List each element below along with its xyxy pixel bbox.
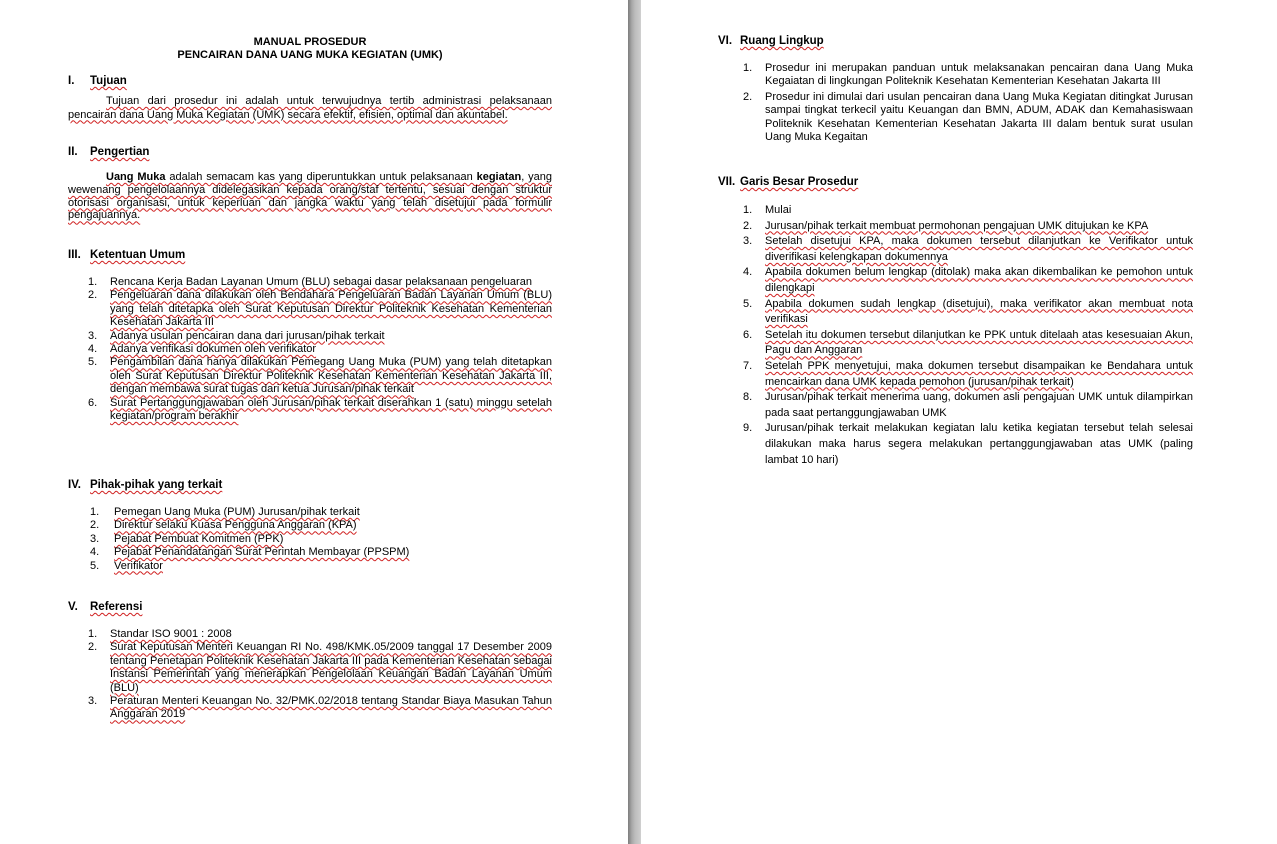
list-item-text: Jurusan/pihak terkait menerima uang, dokumen asli pengajuan UMK untuk dilampirkan pada saat pertanggungjawaban UMK	[765, 391, 1193, 419]
list-item-text: Jurusan/pihak terkait membuat permohonan pengajuan UMK ditujukan ke KPA	[765, 219, 1149, 232]
section-label: Garis Besar Prosedur	[740, 176, 859, 188]
list-item-text: Standar ISO 9001 : 2008	[110, 628, 232, 640]
section-number: I.	[68, 75, 75, 87]
list-item-text: Prosedur ini dimulai dari usulan pencairan dana Uang Muka Kegiatan ditingkat Jurusan sampai tingkat terkecil yaitu Keuangan dan BMN, ADUM, ADAK dan Kemahasiswaan Politeknik Kesehatan Kementerian Kesehatan Jakarta III dalam bentuk surat usulan Uang Muka Kegaitan	[765, 90, 1193, 144]
document-title	[68, 36, 552, 62]
title-line-2: PENCAIRAN DANA UANG MUKA KEGIATAN (UMK)	[177, 49, 443, 61]
list-item: 6. Surat Pertanggungjawaban oleh Jurusan/pihak terkait diserahkan 1 (satu) minggu setelah kegiatan/program berakhir	[88, 396, 552, 423]
list-item-text: Setelah itu dokumen tersebut dilanjutkan ke PPK untuk ditelaah atas kesesuaian Akun, Pagu dan Anggaran	[765, 328, 1193, 357]
section-number: VII.	[718, 176, 736, 188]
term-kegiatan: kegiatan	[476, 171, 522, 183]
list-item: 1. Mulai	[743, 204, 792, 216]
list-item-text: Apabila dokumen sudah lengkap (disetujui), maka verifikator akan membuat nota verifikasi	[765, 297, 1193, 326]
list-item: 2. Pengeluaran dana dilakukan oleh Bendahara Pengeluaran Badan Layanan Umum (BLU) yang telah ditetapka oleh Surat Keputusan Direktur Politeknik Kesehatan Kementerian Kesehatan Jakarta III	[88, 289, 552, 329]
list-item: 2. Direktur selaku Kuasa Pengguna Anggaran (KPA)	[90, 519, 357, 532]
list-item-text: Surat Pertanggungjawaban oleh Jurusan/pihak terkait diserahkan 1 (satu) minggu setelah kegiatan/program berakhir	[110, 396, 552, 423]
pengertian-text-a: adalah semacam kas yang diperuntukkan untuk pelaksanaan	[165, 171, 477, 183]
title-line-1: MANUAL PROSEDUR	[253, 36, 367, 48]
list-item: 1. Rencana Kerja Badan Layanan Umum (BLU) sebagai dasar pelaksanaan pengeluaran	[88, 276, 532, 288]
list-item: 3. Adanya usulan pencairan dana dari jurusan/pihak terkait	[88, 329, 385, 342]
list-item-text: Prosedur ini merupakan panduan untuk melaksanakan pencairan dana Uang Muka Kegaiatan di lingkungan Politeknik Kesehatan Kementerian Kesehatan Jakarta III	[765, 62, 1193, 88]
section-label: Ketentuan Umum	[90, 249, 186, 261]
list-item: 3. Peraturan Menteri Keuangan No. 32/PMK.02/2018 tentang Standar Biaya Masukan Tahun Anggaran 2019	[88, 695, 552, 721]
list-item-text: Pejabat Pembuat Komitmen (PPK)	[114, 532, 284, 545]
tujuan-paragraph	[68, 95, 552, 122]
section-heading-pihak-terkait	[68, 479, 222, 491]
list-item-text: Adanya usulan pencairan dana dari jurusan/pihak terkait	[110, 329, 385, 342]
section-heading-tujuan	[68, 75, 127, 87]
section-heading-garis-besar	[718, 176, 858, 188]
document-page-left	[0, 0, 628, 844]
section-number: III.	[68, 249, 81, 261]
list-item: 1. Standar ISO 9001 : 2008	[88, 628, 232, 640]
list-item: 1. Prosedur ini merupakan panduan untuk melaksanakan pencairan dana Uang Muka Kegaiatan di lingkungan Politeknik Kesehatan Kementerian Kesehatan Jakarta III	[743, 62, 1193, 88]
section-number: VI.	[718, 35, 733, 47]
section-label: Referensi	[90, 601, 143, 613]
list-item-text: Mulai	[765, 204, 792, 216]
list-item: 8. Jurusan/pihak terkait menerima uang, dokumen asli pengajuan UMK untuk dilampirkan pada saat pertanggungjawaban UMK	[743, 391, 1193, 419]
list-item: 3. Setelah disetujui KPA, maka dokumen tersebut dilanjutkan ke Verifikator untuk diverifikasi kelengkapan dokumennya	[743, 235, 1193, 263]
term-uang-muka: Uang Muka	[106, 171, 166, 183]
section-number: IV.	[68, 479, 82, 491]
list-item: 5. Pengambilan dana hanya dilakukan Pemegang Uang Muka (PUM) yang telah ditetapkan oleh Surat Keputusan Direktur Politeknik Kesehatan Kementerian Kesehatan Jakarta III, dengan membawa surat tugas dari ketua Jurusan/pihak terkait	[88, 356, 552, 396]
list-item: 7. Setelah PPK menyetujui, maka dokumen tersebut disampaikan ke Bendahara untuk mencairkan dana UMK kepada pemohon (jurusan/pihak terkait)	[743, 359, 1193, 388]
list-item: 1. Pemegan Uang Muka (PUM) Jurusan/pihak terkait	[90, 506, 360, 518]
list-item-text: Pemegan Uang Muka (PUM) Jurusan/pihak terkait	[114, 506, 360, 518]
list-item-text: Jurusan/pihak terkait melakukan kegiatan lalu ketika kegiatan tersebut telah selesai dilakukan maka harus segera melakukan pertanggungjawaban atas UMK (paling lambat 10 hari)	[765, 422, 1193, 466]
ruang-lingkup-list	[743, 62, 1193, 144]
list-item: 2. Jurusan/pihak terkait membuat permohonan pengajuan UMK ditujukan ke KPA	[743, 219, 1149, 232]
list-item: 5. Apabila dokumen sudah lengkap (disetujui), maka verifikator akan membuat nota verifikasi	[743, 297, 1193, 326]
list-item-text: Pengambilan dana hanya dilakukan Pemegang Uang Muka (PUM) yang telah ditetapkan oleh Surat Keputusan Direktur Politeknik Kesehatan Kementerian Kesehatan Jakarta III, dengan membawa surat tugas dari ketua Jurusan/pihak terkait	[110, 356, 552, 396]
list-item: 3. Pejabat Pembuat Komitmen (PPK)	[90, 532, 284, 545]
list-item: 4. Pejabat Penandatangan Surat Perintah Membayar (PPSPM)	[90, 546, 410, 559]
section-label: Pengertian	[90, 146, 150, 158]
list-item: 5. Verifikator	[90, 559, 163, 572]
list-item-text: Pejabat Penandatangan Surat Perintah Membayar (PPSPM)	[114, 546, 410, 559]
list-item: 6. Setelah itu dokumen tersebut dilanjutkan ke PPK untuk ditelaah atas kesesuaian Akun, Pagu dan Anggaran	[743, 328, 1193, 357]
document-page-right	[641, 0, 1277, 844]
list-item-text: Rencana Kerja Badan Layanan Umum (BLU) sebagai dasar pelaksanaan pengeluaran	[110, 276, 532, 288]
ketentuan-list	[88, 276, 552, 423]
section-label: Tujuan	[90, 75, 127, 87]
section-heading-pengertian	[68, 146, 149, 158]
list-item-text: Setelah PPK menyetujui, maka dokumen tersebut disampaikan ke Bendahara untuk mencairkan dana UMK kepada pemohon (jurusan/pihak terkait)	[765, 359, 1193, 388]
tujuan-text: Tujuan dari prosedur ini adalah untuk terwujudnya tertib administrasi pelaksanaan pencairan dana Uang Muka Kegiatan (UMK) secara efektif, efisien, optimal dan akuntabel.	[68, 95, 552, 121]
section-number: V.	[68, 601, 78, 613]
section-heading-referensi	[68, 601, 142, 613]
list-item-text: Peraturan Menteri Keuangan No. 32/PMK.02/2018 tentang Standar Biaya Masukan Tahun Anggaran 2019	[110, 695, 552, 721]
list-item-text: Apabila dokumen belum lengkap (ditolak) maka akan dikembalikan ke pemohon untuk dilengkapi	[765, 266, 1193, 294]
section-heading-ketentuan-umum	[68, 249, 185, 261]
section-label: Ruang Lingkup	[740, 35, 824, 47]
list-item: 2. Prosedur ini dimulai dari usulan pencairan dana Uang Muka Kegiatan ditingkat Jurusan sampai tingkat terkecil yaitu Keuangan dan BMN, ADUM, ADAK dan Kemahasiswaan Politeknik Kesehatan Kementerian Kesehatan Jakarta III dalam bentuk surat usulan Uang Muka Kegaitan	[743, 90, 1193, 144]
section-number: II.	[68, 146, 78, 158]
garis-besar-list	[743, 203, 1193, 468]
list-item: 4. Apabila dokumen belum lengkap (ditolak) maka akan dikembalikan ke pemohon untuk dilengkapi	[743, 266, 1193, 294]
list-item-text: Direktur selaku Kuasa Pengguna Anggaran (KPA)	[114, 519, 357, 532]
pengertian-text-b: , yang wewenang pengelolaannya didelegasikan kepada orang/staf tertentu, sesuai dengan struktur otorisasi organisasi, untuk keperluan dan jangka waktu yang telah disetujui pada formulir pengajuannya.	[68, 171, 553, 222]
page-separator	[628, 0, 641, 844]
list-item-text: Pengeluaran dana dilakukan oleh Bendahara Pengeluaran Badan Layanan Umum (BLU) yang telah ditetapka oleh Surat Keputusan Direktur Politeknik Kesehatan Kementerian Kesehatan Jakarta III	[110, 289, 552, 329]
list-item-text: Surat Keputusan Menteri Keuangan RI No. 498/KMK.05/2009 tanggal 17 Desember 2009 tentang Penetapan Politeknik Kesehatan Jakarta III pada Kementerian Kesehatan sebagai Instansi Pemerintah yang menerapkan Pengelolaan Keuangan Badan Layanan Umum (BLU)	[110, 641, 552, 694]
pengertian-paragraph	[68, 171, 552, 222]
list-item: 9. Jurusan/pihak terkait melakukan kegiatan lalu ketika kegiatan tersebut telah selesai dilakukan maka harus segera melakukan pertanggungjawaban atas UMK (paling lambat 10 hari)	[743, 422, 1193, 466]
section-heading-ruang-lingkup	[718, 35, 824, 47]
list-item-text: Verifikator	[114, 559, 163, 572]
pihak-list	[90, 506, 552, 573]
list-item-text: Adanya verifikasi dokumen oleh verifikator	[110, 343, 317, 356]
list-item-text: Setelah disetujui KPA, maka dokumen tersebut dilanjutkan ke Verifikator untuk diverifikasi kelengkapan dokumennya	[765, 235, 1193, 263]
list-item: 4. Adanya verifikasi dokumen oleh verifikator	[88, 343, 317, 356]
referensi-list	[88, 628, 552, 722]
list-item: 2. Surat Keputusan Menteri Keuangan RI No. 498/KMK.05/2009 tanggal 17 Desember 2009 tentang Penetapan Politeknik Kesehatan Jakarta III pada Kementerian Kesehatan sebagai Instansi Pemerintah yang menerapkan Pengelolaan Keuangan Badan Layanan Umum (BLU)	[88, 641, 552, 694]
section-label: Pihak-pihak yang terkait	[90, 479, 223, 491]
